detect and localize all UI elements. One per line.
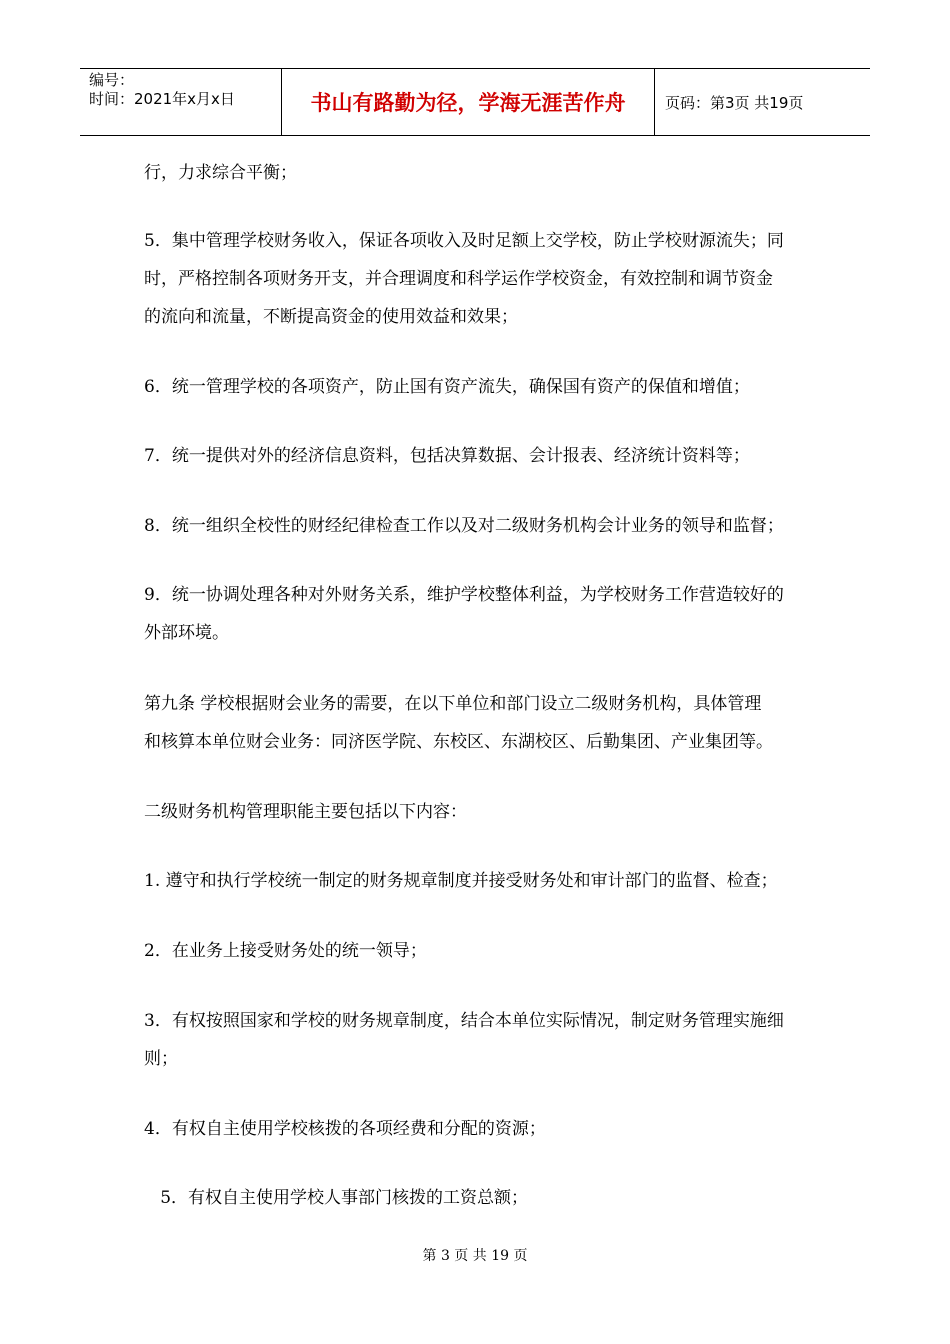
body-line: 和核算本单位财会业务：同济医学院、东校区、东湖校区、后勤集团、产业集团等。: [144, 732, 773, 752]
body-line: 行，力求综合平衡；: [144, 163, 297, 183]
page-footer: 第 3 页 共 19 页: [422, 1248, 528, 1264]
doc-number-label: 编号：: [89, 71, 135, 89]
body-line: 二级财务机构管理职能主要包括以下内容：: [144, 802, 467, 822]
page-header: [80, 68, 870, 136]
body-line: 1. 遵守和执行学校统一制定的财务规章制度并接受财务处和审计部门的监督、检查；: [144, 871, 778, 891]
body-line: 则；: [144, 1049, 178, 1069]
body-line: 6．统一管理学校的各项资产，防止国有资产流失，确保国有资产的保值和增值；: [144, 377, 750, 397]
body-line: 2．在业务上接受财务处的统一领导；: [144, 941, 427, 961]
body-line: 5．有权自主使用学校人事部门核拨的工资总额；: [144, 1188, 529, 1208]
body-line: 9．统一协调处理各种对外财务关系，维护学校整体利益，为学校财务工作营造较好的: [144, 585, 784, 605]
body-line: 第九条 学校根据财会业务的需要，在以下单位和部门设立二级财务机构，具体管理: [144, 694, 762, 714]
body-line: 3．有权按照国家和学校的财务规章制度，结合本单位实际情况，制定财务管理实施细: [144, 1011, 784, 1031]
body-line: 的流向和流量，不断提高资金的使用效益和效果；: [144, 307, 518, 327]
header-meta: [80, 69, 281, 135]
body-line: 时，严格控制各项财务开支，并合理调度和科学运作学校资金，有效控制和调节资金: [144, 269, 773, 289]
header-motto: 书山有路勤为径，学海无涯苦作舟: [281, 69, 655, 135]
doc-time-label: 时间：2021年x月x日: [89, 90, 235, 108]
body-line: 4．有权自主使用学校核拨的各项经费和分配的资源；: [144, 1119, 546, 1139]
header-page-info: 页码：第3页 共19页: [665, 93, 804, 112]
body-line: 8．统一组织全校性的财经纪律检查工作以及对二级财务机构会计业务的领导和监督；: [144, 516, 784, 536]
body-line: 7．统一提供对外的经济信息资料，包括决算数据、会计报表、经济统计资料等；: [144, 446, 750, 466]
body-line: 5．集中管理学校财务收入，保证各项收入及时足额上交学校，防止学校财源流失；同: [144, 231, 784, 251]
body-line: 外部环境。: [144, 623, 229, 643]
